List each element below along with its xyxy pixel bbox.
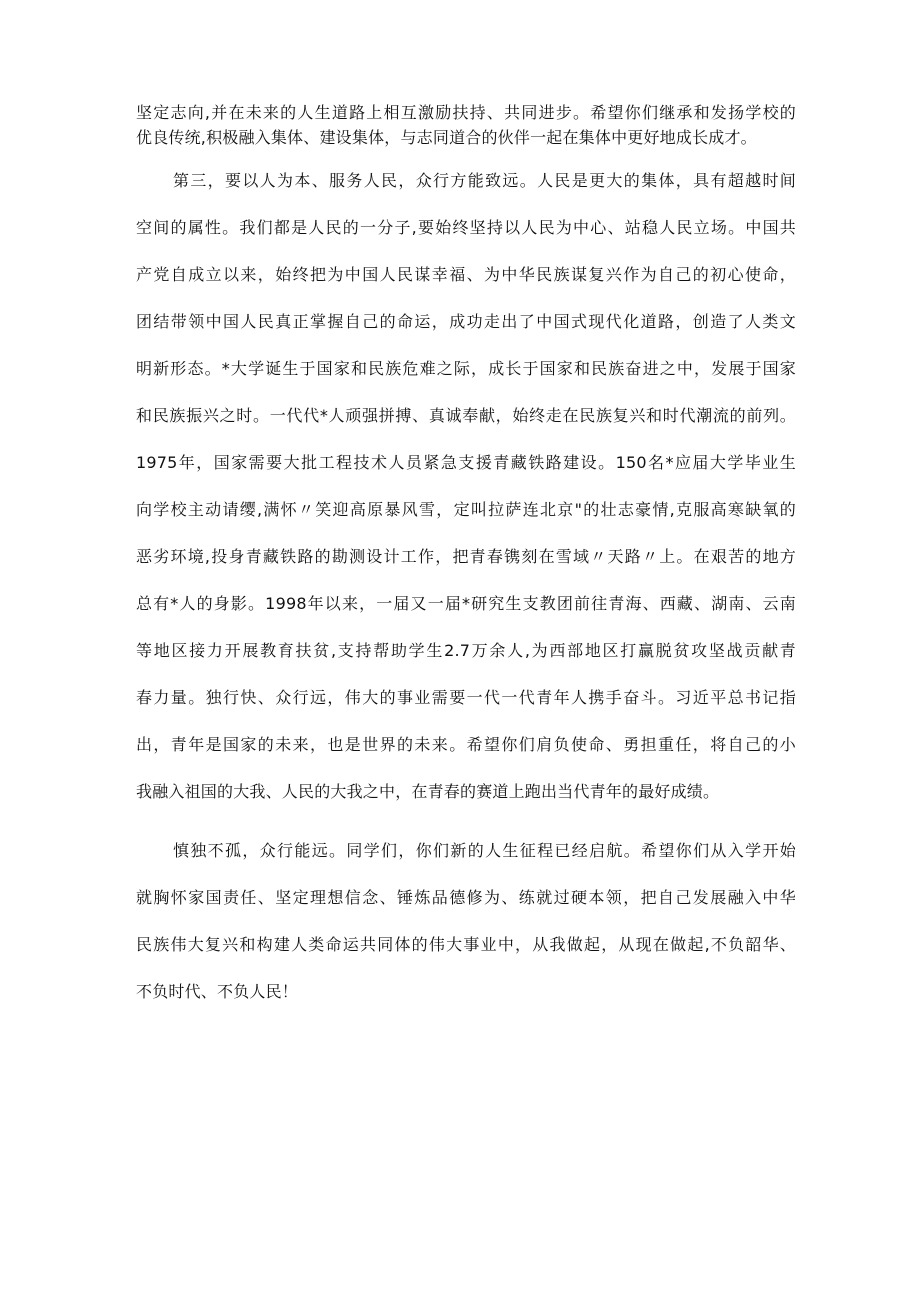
paragraph-2-line-7: 1975年，国家需要大批工程技术人员紧急支援青藏铁路建设。150名*应届大学毕业生 (136, 453, 796, 472)
paragraph-3-line-4: 不负时代、不负人民！ (136, 982, 299, 1001)
paragraph-3-line-3: 民族伟大复兴和构建人类命运共同体的伟大事业中，从我做起，从现在做起,不负韶华、 (136, 935, 796, 954)
paragraph-2-line-14: 我融入祖国的大我、人民的大我之中，在青春的赛道上跑出当代青年的最好成绩。 (136, 782, 720, 801)
paragraph-2-line-11: 等地区接力开展教育扶贫,支持帮助学生2.7万余人,为西部地区打赢脱贫攻坚战贡献青 (136, 641, 796, 660)
paragraph-2-line-2: 空间的属性。我们都是人民的一分子,要始终坚持以人民为中心、站稳人民立场。中国共 (136, 218, 796, 237)
paragraph-1-line-1: 坚定志向,并在未来的人生道路上相互激励扶持、共同进步。希望你们继承和发扬学校的 (136, 103, 796, 122)
paragraph-2-line-3: 产党自成立以来，始终把为中国人民谋幸福、为中华民族谋复兴作为自己的初心使命， (136, 265, 796, 284)
paragraph-2-line-13: 出，青年是国家的未来，也是世界的未来。希望你们肩负使命、勇担重任，将自己的小 (136, 735, 796, 754)
paragraph-2-line-4: 团结带领中国人民真正掌握自己的命运，成功走出了中国式现代化道路，创造了人类文 (136, 312, 796, 331)
paragraph-3-line-1: 慎独不孤，众行能远。同学们，你们新的人生征程已经启航。希望你们从入学开始 (173, 841, 796, 860)
paragraph-2-line-12: 春力量。独行快、众行远，伟大的事业需要一代一代青年人携手奋斗。习近平总书记指 (136, 688, 796, 707)
paragraph-2-line-9: 恶劣环境,投身青藏铁路的勘测设计工作，把青春镌刻在雪域〃天路〃上。在艰苦的地方 (136, 547, 796, 566)
paragraph-1-line-2: 优良传统,积极融入集体、建设集体，与志同道合的伙伴一起在集体中更好地成长成才。 (136, 128, 757, 147)
paragraph-2-line-6: 和民族振兴之时。一代代*人顽强拼搏、真诚奉献，始终走在民族复兴和时代潮流的前列。 (136, 406, 796, 425)
paragraph-2-line-5: 明新形态。*大学诞生于国家和民族危难之际，成长于国家和民族奋进之中，发展于国家 (136, 359, 796, 378)
paragraph-2-line-10: 总有*人的身影。1998年以来，一届又一届*研究生支教团前往青海、西藏、湖南、云南 (136, 594, 796, 613)
paragraph-2-line-1: 第三，要以人为本、服务人民，众行方能致远。人民是更大的集体，具有超越时间 (173, 171, 796, 190)
paragraph-2-line-8: 向学校主动请缨,满怀〃笑迎高原暴风雪，定叫拉萨连北京"的壮志豪情,克服高寒缺氧的 (136, 500, 796, 519)
paragraph-3-line-2: 就胸怀家国责任、坚定理想信念、锤炼品德修为、练就过硬本领，把自己发展融入中华 (136, 888, 796, 907)
